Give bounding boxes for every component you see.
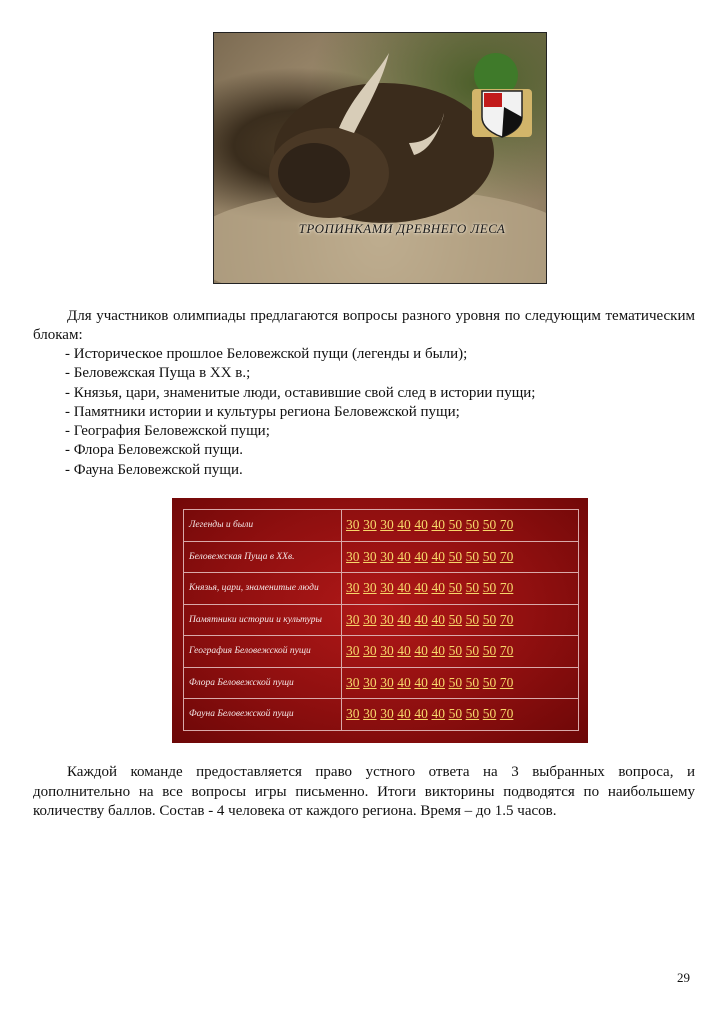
board-row — [184, 667, 579, 699]
question-link[interactable]: 30 — [363, 643, 377, 659]
board-category: Фауна Беловежской пущи — [184, 699, 342, 731]
question-link[interactable]: 50 — [448, 643, 463, 659]
question-link[interactable]: 40 — [397, 674, 411, 690]
question-link[interactable]: 50 — [448, 548, 463, 564]
question-link[interactable]: 30 — [346, 517, 360, 533]
question-link[interactable]: 30 — [346, 674, 360, 690]
coat-of-arms-icon — [472, 53, 532, 137]
question-link[interactable]: 30 — [346, 548, 360, 564]
question-link[interactable]: 40 — [414, 706, 428, 722]
question-link[interactable]: 30 — [363, 611, 377, 627]
question-link[interactable]: 40 — [431, 517, 445, 533]
page-number: 29 — [677, 970, 690, 985]
question-link[interactable]: 30 — [346, 706, 360, 722]
question-link[interactable]: 70 — [499, 611, 514, 627]
question-link[interactable]: 40 — [431, 548, 445, 564]
question-link[interactable]: 50 — [465, 706, 480, 722]
question-link[interactable]: 40 — [414, 548, 428, 564]
question-link[interactable]: 30 — [363, 517, 377, 533]
question-link[interactable]: 50 — [482, 611, 497, 627]
question-link[interactable]: 30 — [346, 643, 360, 659]
topic-item: - Беловежская Пуща в XX в.; — [65, 365, 251, 382]
question-link[interactable]: 30 — [363, 674, 377, 690]
question-link[interactable]: 50 — [482, 548, 497, 564]
quiz-board-table — [183, 509, 579, 731]
question-link[interactable]: 50 — [482, 674, 497, 690]
rules-paragraph: Каждой команде предоставляется право устного ответа на 3 выбранных вопроса, и дополнительно на все вопросы игры письменно. Итоги викторины подводятся по наибольшему количеству баллов. Состав - 4 человека от каждого региона. Время – до 1.5 часов. — [33, 764, 695, 819]
board-points-cell — [342, 604, 579, 636]
question-link[interactable]: 40 — [397, 548, 411, 564]
question-link[interactable]: 50 — [448, 517, 463, 533]
board-category: Памятники истории и культуры — [184, 604, 342, 636]
question-link[interactable]: 30 — [380, 674, 394, 690]
board-points-cell — [342, 699, 579, 731]
question-link[interactable]: 50 — [448, 674, 463, 690]
question-link[interactable]: 70 — [499, 674, 514, 690]
question-link[interactable]: 50 — [465, 674, 480, 690]
topic-item: - Историческое прошлое Беловежской пущи (легенды и были); — [65, 346, 468, 362]
question-link[interactable]: 40 — [397, 706, 411, 722]
question-link[interactable]: 40 — [431, 706, 445, 722]
question-link[interactable]: 50 — [482, 643, 497, 659]
question-link[interactable]: 40 — [414, 611, 428, 627]
question-link[interactable]: 40 — [431, 580, 445, 596]
question-link[interactable]: 70 — [499, 580, 514, 596]
question-link[interactable]: 50 — [482, 580, 497, 596]
question-link[interactable]: 70 — [499, 643, 514, 659]
board-category: Беловежская Пуща в XXв. — [184, 541, 342, 573]
board-points-cell — [342, 636, 579, 668]
bison-photo-slide — [213, 32, 547, 284]
board-category: География Беловежской пущи — [184, 636, 342, 668]
question-link[interactable]: 30 — [380, 706, 394, 722]
question-link[interactable]: 40 — [414, 643, 428, 659]
question-link[interactable]: 40 — [431, 611, 445, 627]
board-row — [184, 636, 579, 668]
board-points-cell — [342, 573, 579, 605]
topic-item: - Князья, цари, знаменитые люди, оставившие свой след в истории пущи; — [65, 384, 536, 401]
question-link[interactable]: 40 — [397, 517, 411, 533]
board-row — [184, 604, 579, 636]
question-link[interactable]: 50 — [465, 643, 480, 659]
board-row — [184, 699, 579, 731]
board-row — [184, 510, 579, 542]
question-link[interactable]: 50 — [482, 706, 497, 722]
question-link[interactable]: 50 — [465, 611, 480, 627]
question-link[interactable]: 30 — [380, 580, 394, 596]
question-link[interactable]: 50 — [448, 706, 463, 722]
question-link[interactable]: 30 — [346, 611, 360, 627]
question-link[interactable]: 70 — [499, 517, 514, 533]
question-link[interactable]: 40 — [414, 517, 428, 533]
question-link[interactable]: 50 — [448, 580, 463, 596]
topic-item: - Фауна Беловежской пущи. — [65, 461, 243, 478]
topic-item: - Флора Беловежской пущи. — [65, 442, 244, 459]
question-link[interactable]: 30 — [363, 706, 377, 722]
question-link[interactable]: 30 — [380, 517, 394, 533]
question-link[interactable]: 40 — [397, 611, 411, 627]
quiz-board-slide — [172, 498, 588, 743]
question-link[interactable]: 30 — [363, 548, 377, 564]
board-points-cell — [342, 541, 579, 573]
question-link[interactable]: 30 — [380, 548, 394, 564]
board-points-cell — [342, 510, 579, 542]
question-link[interactable]: 50 — [465, 580, 480, 596]
bison-illustration — [214, 33, 547, 284]
question-link[interactable]: 40 — [397, 580, 411, 596]
question-link[interactable]: 50 — [482, 517, 497, 533]
topic-item: - География Беловежской пущи; — [65, 423, 270, 440]
question-link[interactable]: 50 — [448, 611, 463, 627]
intro-paragraph: Для участников олимпиады предлагаются вопросы разного уровня по следующим тематическим блокам: — [33, 308, 695, 343]
topic-item: - Памятники истории и культуры региона Беловежской пущи; — [65, 403, 460, 420]
question-link[interactable]: 50 — [465, 548, 480, 564]
board-category: Флора Беловежской пущи — [184, 667, 342, 699]
board-category: Князья, цари, знаменитые люди — [184, 573, 342, 605]
question-link[interactable]: 40 — [414, 674, 428, 690]
board-category: Легенды и были — [184, 510, 342, 542]
question-link[interactable]: 30 — [380, 643, 394, 659]
board-points-cell — [342, 667, 579, 699]
question-link[interactable]: 70 — [499, 706, 514, 722]
question-link[interactable]: 30 — [380, 611, 394, 627]
question-link[interactable]: 70 — [499, 548, 514, 564]
question-link[interactable]: 30 — [363, 580, 377, 596]
question-link[interactable]: 40 — [431, 643, 445, 659]
question-link[interactable]: 40 — [397, 643, 411, 659]
question-link[interactable]: 40 — [431, 674, 445, 690]
question-link[interactable]: 40 — [414, 580, 428, 596]
slide-caption: ТРОПИНКАМИ ДРЕВНЕГО ЛЕСА — [298, 221, 506, 236]
board-row — [184, 573, 579, 605]
question-link[interactable]: 50 — [465, 517, 480, 533]
board-row — [184, 541, 579, 573]
question-link[interactable]: 30 — [346, 580, 360, 596]
topic-list — [65, 345, 535, 480]
